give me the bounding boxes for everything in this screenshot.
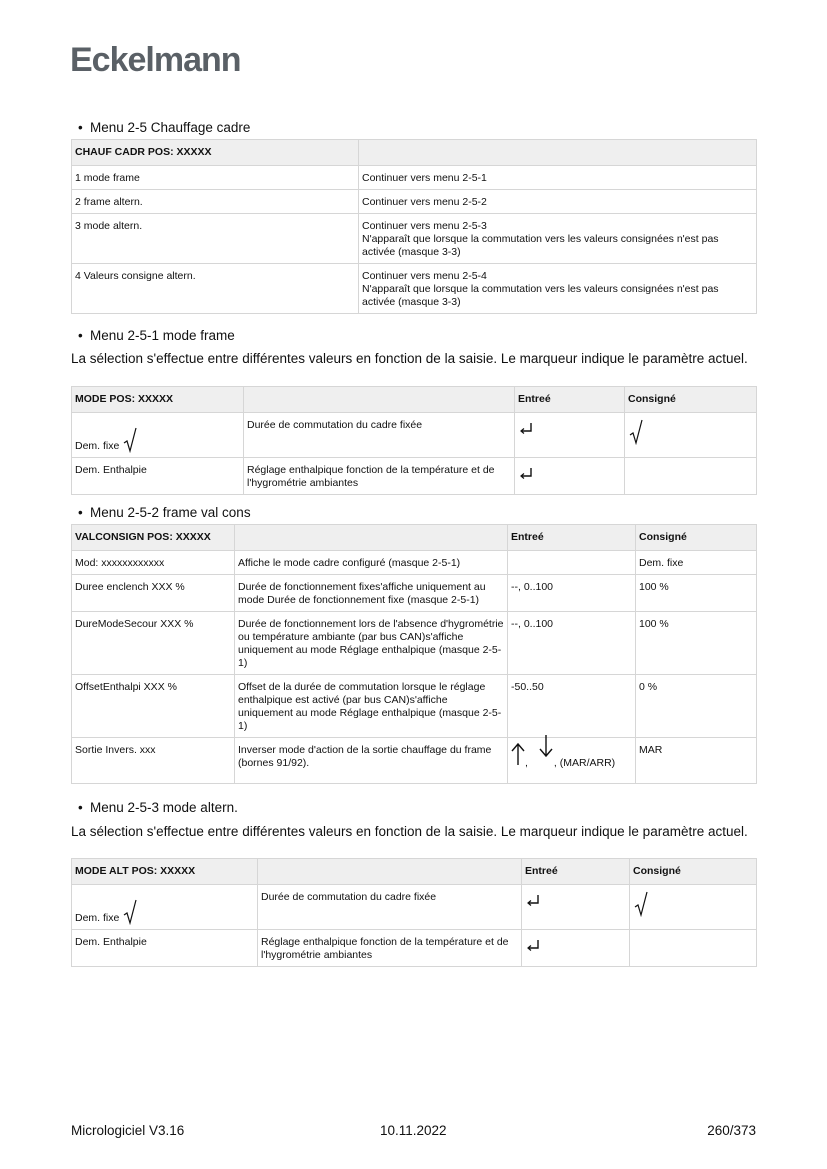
return-key-icon xyxy=(520,423,534,435)
table-mode: MODE POS: XXXXX Entreé Consigné Dem. fixe Durée de commutation du cadre fixée Dem. Enthalpie Réglage enthalpique fonction de la température et de l'hygrométrie ambiantes xyxy=(71,386,757,495)
return-key-icon xyxy=(520,468,534,480)
table-row: OffsetEnthalpi XXX % Offset de la durée de commutation lorsque le réglage enthalpique est activé (par bus CAN)s'affiche uniquement au mode Réglage enthalpique (masque 2-5-1) -50..50 0 % xyxy=(72,675,757,738)
footer-date: 10.11.2022 xyxy=(380,1123,447,1138)
table-row: Duree enclench XXX % Durée de fonctionnement fixes'affiche uniquement au mode Durée de fonctionnement fixe (masque 2-5-1) --, 0..100 100 % xyxy=(72,575,757,612)
section-heading-2-5: • Menu 2-5 Chauffage cadre xyxy=(78,120,251,135)
table-row: Mod: xxxxxxxxxxxx Affiche le mode cadre configuré (masque 2-5-1) Dem. fixe xyxy=(72,551,757,575)
arrow-up-icon xyxy=(511,742,525,770)
table-valconsign: VALCONSIGN POS: XXXXX Entreé Consigné Mod: xxxxxxxxxxxx Affiche le mode cadre configuré (masque 2-5-1) Dem. fixe Duree enclench XXX % Durée de fonctionnement fixes'affiche uniquement au mode Durée de fonctionnement fixe (masque 2-5-1) --, 0..100 100 % DureModeSecour XXX % Durée de fonctionnement lors de l'absence d'hygrométrie ou température ambiante (par bus CAN)s'affiche uniquement au mode Réglage enthalpique (masque 2-5-1) --, 0..100 100 % OffsetEnthalpi XXX % Offset de la durée de commutation lorsque le réglage enthalpique est activé (par bus CAN)s'affiche uniquement au mode Réglage enthalpique (masque 2-5-1) -50..50 0 % Sortie Invers. xxx Inverser mode d'action de la sortie chauffage du frame (bornes 91/92). , , (MAR/ARR) MAR xyxy=(71,524,757,784)
section-heading-2-5-3: • Menu 2-5-3 mode altern. xyxy=(78,800,238,815)
arrow-down-icon xyxy=(538,734,554,762)
check-mark-icon xyxy=(633,891,649,917)
table-header: CHAUF CADR POS: XXXXX xyxy=(72,140,359,166)
table-row: Dem. fixe Durée de commutation du cadre fixée xyxy=(72,885,757,930)
return-key-icon xyxy=(527,940,541,952)
footer-page-number: 260/373 xyxy=(707,1123,756,1138)
section-heading-2-5-1: • Menu 2-5-1 mode frame xyxy=(78,328,235,343)
section-heading-2-5-2: • Menu 2-5-2 frame val cons xyxy=(78,505,251,520)
table-mode-alt: MODE ALT POS: XXXXX Entreé Consigné Dem. fixe Durée de commutation du cadre fixée Dem. Enthalpie Réglage enthalpique fonction de la température et de l'hygrométrie ambiantes xyxy=(71,858,757,967)
table-row: Sortie Invers. xxx Inverser mode d'action de la sortie chauffage du frame (bornes 91/92). , , (MAR/ARR) MAR xyxy=(72,738,757,784)
section-intro: La sélection s'effectue entre différentes valeurs en fonction de la saisie. Le marqueur indique le paramètre actuel. xyxy=(71,824,748,839)
check-mark-icon xyxy=(122,427,138,453)
table-row: 3 mode altern. Continuer vers menu 2-5-3 N'apparaît que lorsque la commutation vers les valeurs consignées n'est pas activée (masque 3-3) xyxy=(72,214,757,264)
section-intro: La sélection s'effectue entre différentes valeurs en fonction de la saisie. Le marqueur indique le paramètre actuel. xyxy=(71,351,748,366)
table-row: Dem. Enthalpie Réglage enthalpique fonction de la température et de l'hygrométrie ambiantes xyxy=(72,458,757,495)
table-row: 1 mode frame Continuer vers menu 2-5-1 xyxy=(72,166,757,190)
table-row: DureModeSecour XXX % Durée de fonctionnement lors de l'absence d'hygrométrie ou température ambiante (par bus CAN)s'affiche uniquement au mode Réglage enthalpique (masque 2-5-1) --, 0..100 100 % xyxy=(72,612,757,675)
footer-firmware: Micrologiciel V3.16 xyxy=(71,1123,185,1138)
check-mark-icon xyxy=(628,419,644,445)
table-row: Dem. Enthalpie Réglage enthalpique fonction de la température et de l'hygrométrie ambiantes xyxy=(72,930,757,967)
table-row: 2 frame altern. Continuer vers menu 2-5-2 xyxy=(72,190,757,214)
table-chauf-cadr xyxy=(71,139,757,314)
eckelmann-logo: Eckelmann xyxy=(70,41,241,79)
table-row: 4 Valeurs consigne altern. Continuer vers menu 2-5-4 N'apparaît que lorsque la commutation vers les valeurs consignées n'est pas activée (masque 3-3) xyxy=(72,264,757,314)
return-key-icon xyxy=(527,895,541,907)
table-row: Dem. fixe Durée de commutation du cadre fixée xyxy=(72,413,757,458)
check-mark-icon xyxy=(122,899,138,925)
